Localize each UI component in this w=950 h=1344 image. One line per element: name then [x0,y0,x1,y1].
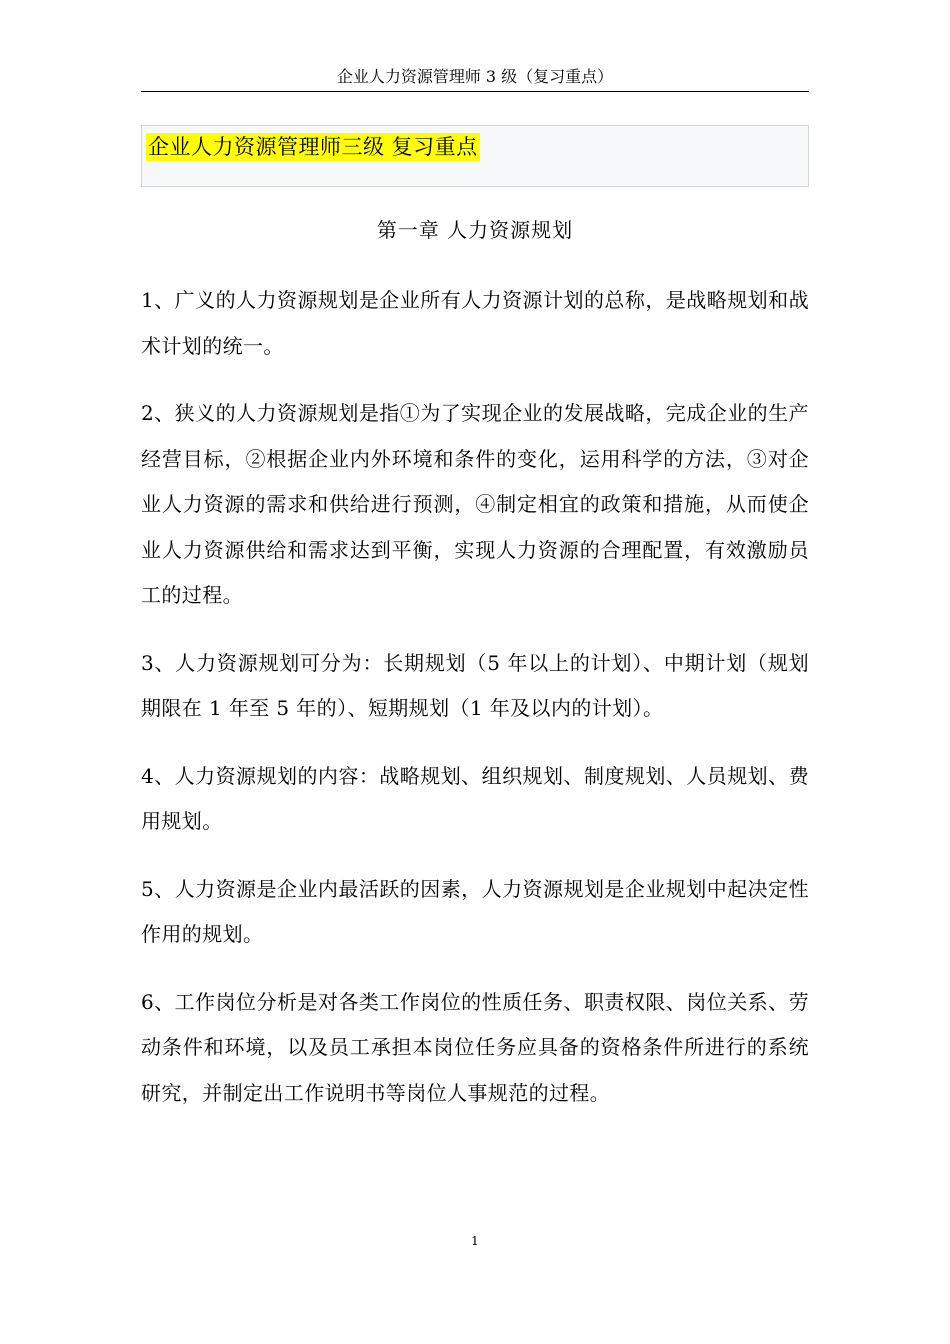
body-content [141,278,809,1138]
document-title: 企业人力资源管理师三级 复习重点 [148,135,478,159]
paragraph-6: 6、工作岗位分析是对各类工作岗位的性质任务、职责权限、岗位关系、劳动条件和环境，以及员工承担本岗位任务应具备的资格条件所进行的系统研究，并制定出工作说明书等岗位人事规范的过程。 [141,989,809,1105]
paragraph-4: 4、人力资源规划的内容：战略规划、组织规划、制度规划、人员规划、费用规划。 [141,763,809,833]
title-box [141,125,809,187]
paragraph-5: 5、人力资源是企业内最活跃的因素，人力资源规划是企业规划中起决定性作用的规划。 [141,876,809,946]
header-divider [141,91,809,92]
paragraph-1: 1、广义的人力资源规划是企业所有人力资源计划的总称，是战略规划和战术计划的统一。 [141,288,809,358]
running-header: 企业人力资源管理师 3 级（复习重点） [336,67,614,86]
paragraph-3: 3、人力资源规划可分为：长期规划（5 年以上的计划）、中期计划（规划期限在 1 年至 5 年的）、短期规划（1 年及以内的计划）。 [141,650,809,720]
page-number: 1 [471,1234,479,1248]
chapter-heading: 第一章 人力资源规划 [376,218,574,242]
paragraph-2: 2、狭义的人力资源规划是指①为了实现企业的发展战略，完成企业的生产经营目标，②根据企业内外环境和条件的变化，运用科学的方法，③对企业人力资源的需求和供给进行预测，④制定相宜的政策和措施，从而使企业人力资源供给和需求达到平衡，实现人力资源的合理配置，有效激励员工的过程。 [141,401,809,607]
